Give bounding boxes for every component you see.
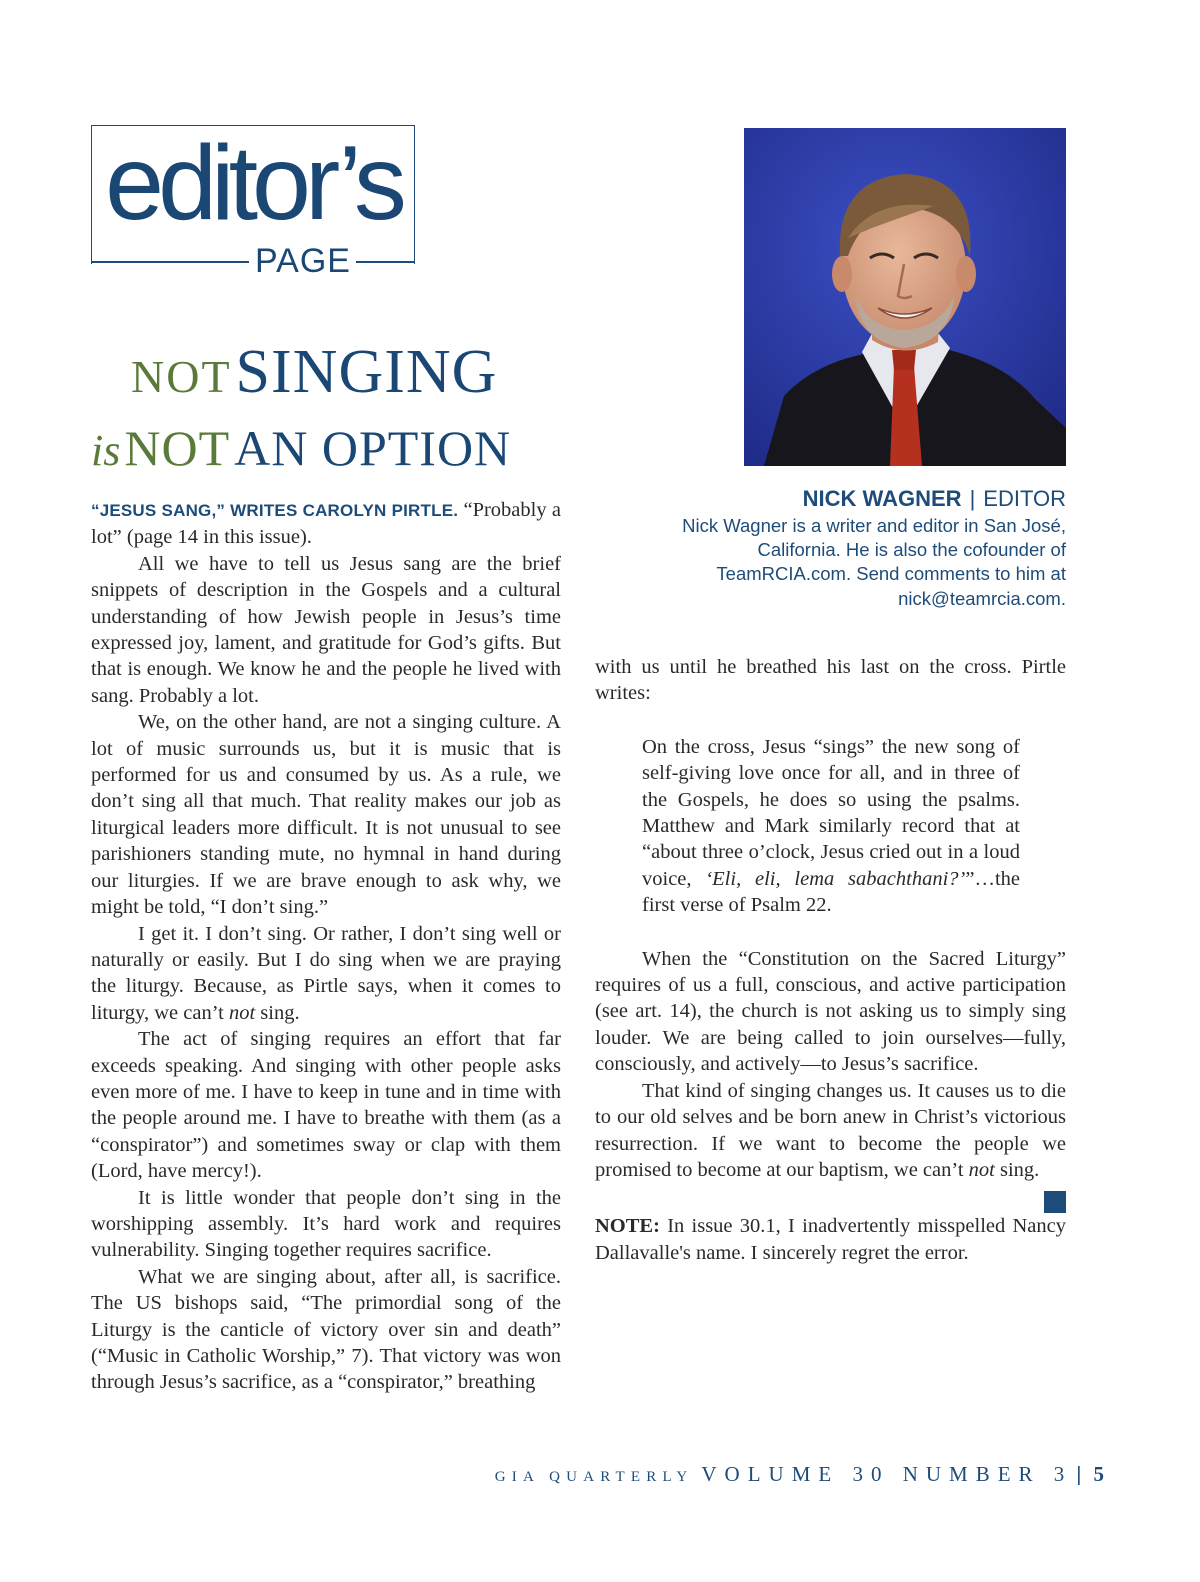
author-bio-line: California. He is also the cofounder of: [757, 539, 1066, 561]
block-quote: [642, 734, 1020, 919]
article-note: [595, 1213, 1066, 1266]
article-headline: [91, 340, 571, 489]
article-text: I get it. I don’t sing. Or rather, I don’t sing well or naturally or easily. But I do sing when we are praying the liturgy. Because, as Pirtle says, when it comes to liturgy, we can’t: [91, 922, 561, 1024]
article-emphasis: not: [968, 1158, 995, 1181]
masthead-word: editor’s: [105, 124, 401, 242]
article-text: “Probably a lot” (page 14 in this issue).: [91, 499, 561, 549]
article-paragraph: When the “Constitution on the Sacred Liturgy” requires of us a full, conscious, and active participation (see art. 14), the church is not asking us to simply sing louder. We are being called to join ourselves—fully, consciously, and actively—to Jesus’s sacrifice.: [595, 947, 1066, 1076]
quote-emphasis: ‘Eli, eli, lema sabachthani?’: [705, 867, 966, 890]
article-paragraph: What we are singing about, after all, is sacrifice. The US bishops said, “The primordial song of the Liturgy is the canticle of victory over sin and death” (“Music in Catholic Worship,” 7). That victory was won through Jesus’s sacrifice, as a “conspirator,” breathing: [91, 1265, 561, 1394]
headline-not: NOT: [131, 351, 232, 402]
headline-not-2: NOT: [124, 420, 231, 476]
masthead-rule-right: [356, 261, 415, 263]
article-paragraph: [91, 921, 561, 1027]
article-column-left: [91, 497, 561, 1396]
article-paragraph: All we have to tell us Jesus sang are the brief snippets of description in the Gospels and a cultural understanding of how Jewish people in Jesus’s time expressed joy, lament, and gratitude for God’s gifts. But that is enough. We know he and the people he lived with sang. Probably a lot.: [91, 552, 561, 707]
quote-text: On the cross, Jesus “sings” the new song of self-giving love once for all, and in three of the Gospels, he does so using the psalms. Matthew and Mark similarly record that at “about three o’clock, Jesus cried out in a loud voice,: [642, 735, 1020, 890]
masthead-page-label: PAGE: [255, 242, 351, 280]
author-bio-line: Nick Wagner is a writer and editor in San José,: [682, 515, 1066, 536]
editor-portrait-image: [744, 128, 1066, 466]
article-text: sing.: [994, 1158, 1040, 1181]
author-bio-line: nick@teamrcia.com.: [898, 587, 1066, 609]
headline-singing: SINGING: [235, 338, 498, 406]
byline-separator: |: [969, 486, 976, 511]
author-name: NICK WAGNER: [802, 486, 962, 511]
quote-text: ”…the first verse of Psalm 22.: [642, 867, 1020, 917]
article-emphasis: not: [228, 1001, 256, 1024]
headline-is: is: [91, 426, 121, 475]
note-text: In issue 30.1, I inadvertently misspelled Nancy Dallavalle's name. I sincerely regret the error.: [595, 1215, 1066, 1264]
article-text: That kind of singing changes us. It causes us to die to our old selves and be born anew in Christ’s victorious resurrection. If we want to become the people we promised to become at our baptism, we can’t: [595, 1079, 1066, 1181]
note-label: NOTE:: [595, 1215, 660, 1238]
editor-photo: [744, 128, 1066, 466]
masthead-rule-left: [91, 261, 249, 263]
footer-volume: VOLUME 30 NUMBER 3: [701, 1462, 1073, 1486]
article-paragraph: We, on the other hand, are not a singing culture. A lot of music surrounds us, but it is music that is performed for us and consumed by us. As a rule, we don’t sing all that much. That reality makes our job as liturgical leaders more difficult. It is not unusual to see parishioners standing mute, no hymnal in hand during our liturgies. If we are brave enough to ask why, we might be told, “I don’t sing.”: [91, 711, 561, 919]
article-paragraph: with us until he breathed his last on the cross. Pirtle writes:: [595, 656, 1066, 705]
page-footer: [400, 1462, 1104, 1487]
article-paragraph: The act of singing requires an effort that far exceeds speaking. And singing with other people asks even more of me. I have to keep in tune and in time with the people around me. I have to breathe with them (as a “conspirator”) and sometimes sway or clap with them (Lord, have mercy!).: [91, 1028, 561, 1183]
author-bio: [590, 514, 1066, 611]
footer-separator: |: [1076, 1464, 1082, 1486]
masthead-page-row: [91, 243, 415, 279]
article-text: sing.: [255, 1001, 300, 1024]
headline-an-option: AN OPTION: [234, 420, 512, 476]
article-paragraph: [595, 1078, 1066, 1184]
end-mark-square-icon: [1044, 1191, 1066, 1213]
article-paragraph: It is little wonder that people don’t sing in the worshipping assembly. It’s hard work and requires vulnerability. Singing together requires sacrifice.: [91, 1186, 561, 1262]
article-paragraph: [91, 497, 561, 551]
quote-paragraph: [642, 734, 1020, 919]
article-lead-in: “JESUS SANG,” WRITES CAROLYN PIRTLE.: [91, 501, 459, 520]
footer-magazine-name: GIA QUARTERLY: [494, 1469, 694, 1485]
page-number: 5: [1093, 1462, 1104, 1486]
article-column-right: [595, 654, 1066, 1266]
author-byline: [590, 484, 1066, 611]
author-role: EDITOR: [983, 486, 1066, 511]
author-bio-line: TeamRCIA.com. Send comments to him at: [716, 563, 1066, 585]
